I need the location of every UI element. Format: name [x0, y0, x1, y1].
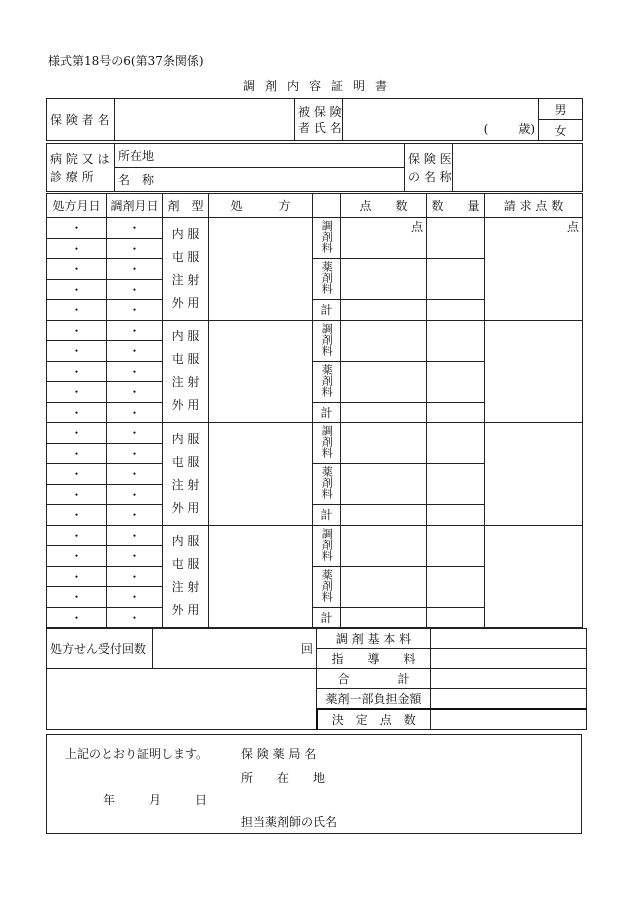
insured-info-table	[46, 98, 583, 141]
rx-receipt-count-label: 処方せん受付回数	[47, 629, 153, 669]
col-rx-date: 処方月日	[47, 194, 107, 218]
basic-fee-label: 調 剤 基 本 料	[317, 629, 431, 649]
quantity-cell[interactable]	[427, 320, 485, 361]
dispense-date-cell[interactable]: ・	[107, 279, 163, 300]
dosage-form-label: 注 射	[171, 580, 200, 595]
dispense-date-cell[interactable]: ・	[107, 443, 163, 464]
dispense-date-cell[interactable]: ・	[107, 607, 163, 628]
certify-text: 上記のとおり証明します。	[65, 747, 209, 761]
dispensing-fee-label: 調剤料	[320, 425, 334, 458]
dispensing-fee-points[interactable]	[341, 320, 427, 361]
prescription-cell[interactable]	[209, 423, 313, 526]
pharmacist-name-label: 担当薬剤師の氏名	[241, 815, 338, 829]
dosage-form-label: 内 服	[171, 534, 200, 549]
rx-date-cell[interactable]: ・	[47, 423, 107, 444]
dosage-form-label: 注 射	[171, 477, 200, 492]
total-points[interactable]	[341, 402, 427, 423]
total-points[interactable]	[341, 300, 427, 321]
total-points[interactable]	[341, 505, 427, 526]
dispense-date-cell[interactable]: ・	[107, 238, 163, 259]
rx-receipt-count-field[interactable]: 回	[153, 629, 317, 669]
dispensing-fee-label: 調剤料	[320, 322, 334, 356]
rx-date-cell[interactable]: ・	[47, 361, 107, 382]
rx-date-cell[interactable]: ・	[47, 443, 107, 464]
total-quantity[interactable]	[427, 300, 485, 321]
rx-date-cell[interactable]: ・	[47, 464, 107, 485]
dispense-date-cell[interactable]: ・	[107, 587, 163, 608]
claim-point-unit: 点	[566, 220, 579, 234]
dispense-date-cell[interactable]: ・	[107, 525, 163, 546]
quantity-cell[interactable]	[427, 525, 485, 566]
hospital-address-field[interactable]: 所在地	[115, 144, 405, 168]
claim-points-cell[interactable]	[485, 320, 583, 423]
dosage-form-label: 屯 服	[171, 352, 200, 367]
dosage-form-label: 注 射	[171, 375, 200, 390]
summary-table	[46, 628, 587, 730]
col-claim-points: 請 求 点 数	[485, 194, 583, 218]
rx-date-cell[interactable]: ・	[47, 341, 107, 362]
dispense-date-cell[interactable]: ・	[107, 505, 163, 526]
rx-date-cell[interactable]: ・	[47, 279, 107, 300]
dispensing-detail-table	[46, 193, 583, 628]
document-title: 調 剤 内 容 証 明 書	[242, 79, 388, 93]
dosage-form-label: 内 服	[171, 329, 200, 344]
dispense-date-cell[interactable]: ・	[107, 259, 163, 280]
certification-area	[46, 734, 582, 834]
grand-total-field[interactable]	[431, 669, 587, 689]
doctor-name-field[interactable]	[453, 144, 583, 192]
total-label: 計	[313, 505, 341, 526]
dispense-date-cell[interactable]: ・	[107, 546, 163, 567]
dispensing-fee-label: 調剤料	[320, 220, 334, 253]
dosage-form-label: 内 服	[171, 431, 200, 446]
drug-fee-points[interactable]	[341, 259, 427, 300]
grand-total-label: 合 計	[317, 669, 431, 689]
pharmacy-name-label: 保 険 薬 局 名	[241, 747, 317, 761]
dispense-date-cell[interactable]: ・	[107, 300, 163, 321]
copay-field[interactable]	[431, 689, 587, 709]
hospital-name-field[interactable]: 名 称	[115, 168, 405, 192]
claim-points-cell[interactable]	[485, 525, 583, 628]
month-label: 月	[149, 793, 162, 807]
quantity-cell[interactable]	[427, 566, 485, 607]
prescription-cell[interactable]	[209, 320, 313, 423]
detail-row	[47, 320, 583, 341]
drug-fee-label: 薬剤料	[320, 363, 334, 397]
basic-fee-field[interactable]	[431, 629, 587, 649]
male-option[interactable]: 男	[539, 99, 583, 120]
dosage-form-label: 外 用	[171, 603, 200, 618]
total-label: 計	[313, 300, 341, 321]
detail-row	[47, 423, 583, 444]
doctor-label: 保 険 医 の 名 称	[405, 144, 453, 192]
dosage-form-cell	[163, 320, 209, 423]
dispense-date-cell[interactable]: ・	[107, 320, 163, 341]
hospital-info-table	[46, 143, 583, 192]
col-prescription: 処 方	[209, 194, 313, 218]
dosage-form-label: 内 服	[171, 226, 200, 241]
insurer-name-field[interactable]	[115, 99, 295, 141]
quantity-cell[interactable]	[427, 361, 485, 402]
rx-date-cell[interactable]: ・	[47, 218, 107, 239]
guidance-fee-field[interactable]	[431, 649, 587, 669]
dispense-date-cell[interactable]: ・	[107, 382, 163, 403]
rx-date-cell[interactable]: ・	[47, 525, 107, 546]
hospital-label: 病 院 又 は 診 療 所	[47, 144, 115, 192]
guidance-fee-label: 指 導 料	[317, 649, 431, 669]
dosage-form-label: 屯 服	[171, 249, 200, 264]
quantity-cell[interactable]	[427, 423, 485, 464]
col-dosage-form: 剤 型	[163, 194, 209, 218]
pharmacy-address-label: 所 在 地	[241, 771, 326, 785]
rx-date-cell[interactable]: ・	[47, 505, 107, 526]
rx-date-cell[interactable]: ・	[47, 259, 107, 280]
drug-fee-points[interactable]	[341, 361, 427, 402]
rx-date-cell[interactable]: ・	[47, 402, 107, 423]
drug-fee-points[interactable]	[341, 566, 427, 607]
col-blank	[313, 194, 341, 218]
drug-fee-label: 薬剤料	[320, 261, 334, 294]
claim-points-cell[interactable]	[485, 423, 583, 526]
rx-date-cell[interactable]: ・	[47, 566, 107, 587]
dispense-date-cell[interactable]: ・	[107, 218, 163, 239]
quantity-cell[interactable]	[427, 218, 485, 259]
copay-label: 薬剤一部負担金額	[317, 689, 431, 709]
female-option[interactable]: 女	[539, 120, 583, 141]
total-label: 計	[313, 607, 341, 628]
dosage-form-label: 屯 服	[171, 454, 200, 469]
dispensing-fee-points[interactable]	[341, 423, 427, 464]
dosage-form-label: 外 用	[171, 295, 200, 310]
col-points: 点 数	[341, 194, 427, 218]
drug-fee-points[interactable]	[341, 464, 427, 505]
dispense-date-cell[interactable]: ・	[107, 464, 163, 485]
total-points[interactable]	[341, 607, 427, 628]
insurer-name-label: 保 険 者 名	[47, 99, 115, 141]
rx-date-cell[interactable]: ・	[47, 546, 107, 567]
dosage-form-cell	[163, 218, 209, 321]
day-label: 日	[195, 793, 208, 807]
final-points-label: 決 定 点 数	[317, 709, 431, 730]
dispense-date-cell[interactable]: ・	[107, 484, 163, 505]
col-quantity: 数 量	[427, 194, 485, 218]
claim-points-cell[interactable]	[485, 218, 583, 321]
dispense-date-cell[interactable]: ・	[107, 423, 163, 444]
dosage-form-label: 外 用	[171, 398, 200, 413]
dispense-date-cell[interactable]: ・	[107, 341, 163, 362]
point-unit: 点	[410, 220, 423, 234]
dosage-form-label: 注 射	[171, 272, 200, 287]
rx-date-cell[interactable]: ・	[47, 587, 107, 608]
dispensing-fee-label: 調剤料	[320, 527, 334, 561]
dosage-form-cell	[163, 423, 209, 526]
quantity-cell[interactable]	[427, 259, 485, 300]
total-quantity[interactable]	[427, 505, 485, 526]
rx-date-cell[interactable]: ・	[47, 238, 107, 259]
dosage-form-label: 外 用	[171, 500, 200, 515]
dispensing-fee-points[interactable]	[341, 525, 427, 566]
total-quantity[interactable]	[427, 402, 485, 423]
total-quantity[interactable]	[427, 607, 485, 628]
form-number: 様式第18号の6(第37条関係)	[48, 54, 204, 68]
year-label: 年	[103, 793, 116, 807]
rx-date-cell[interactable]: ・	[47, 382, 107, 403]
prescription-cell[interactable]	[209, 525, 313, 628]
detail-row	[47, 218, 583, 239]
drug-fee-label: 薬剤料	[320, 466, 334, 499]
total-label: 計	[313, 402, 341, 423]
prescription-cell[interactable]	[209, 218, 313, 321]
rx-date-cell[interactable]: ・	[47, 300, 107, 321]
quantity-cell[interactable]	[427, 464, 485, 505]
insured-name-label: 被 保 険 者 氏 名	[295, 99, 343, 141]
col-dispense-date: 調剤月日	[107, 194, 163, 218]
final-points-field[interactable]	[431, 709, 587, 730]
dispense-date-cell[interactable]: ・	[107, 402, 163, 423]
rx-date-cell[interactable]: ・	[47, 320, 107, 341]
dispense-date-cell[interactable]: ・	[107, 566, 163, 587]
rx-date-cell[interactable]: ・	[47, 484, 107, 505]
dispensing-fee-points[interactable]	[341, 218, 427, 259]
insured-name-field[interactable]: ( 歳)	[343, 99, 539, 141]
dispense-date-cell[interactable]: ・	[107, 361, 163, 382]
summary-blank-area	[47, 669, 317, 730]
dosage-form-cell	[163, 525, 209, 628]
detail-row	[47, 525, 583, 546]
drug-fee-label: 薬剤料	[320, 568, 334, 602]
dosage-form-label: 屯 服	[171, 557, 200, 572]
rx-date-cell[interactable]: ・	[47, 607, 107, 628]
